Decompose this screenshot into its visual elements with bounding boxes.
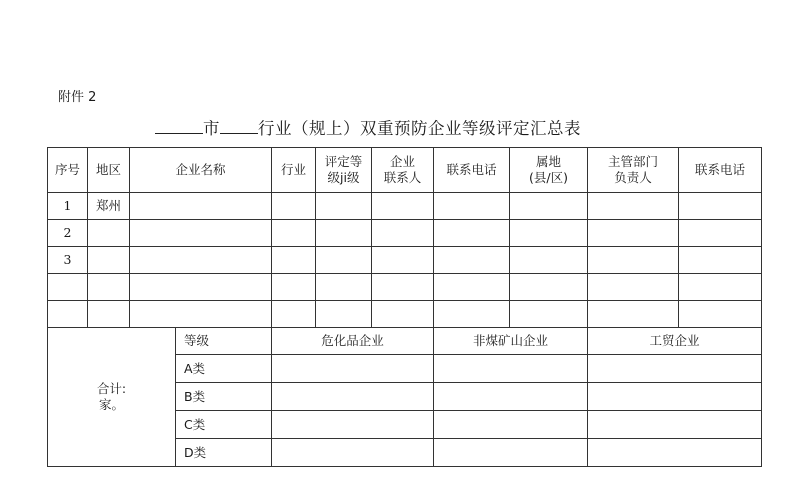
row-phone-cell[interactable] xyxy=(434,247,510,274)
summary-table xyxy=(47,147,762,467)
row-seq: 1 xyxy=(48,193,88,220)
row-phone2-cell[interactable] xyxy=(679,193,762,220)
row-industry-cell[interactable] xyxy=(272,220,316,247)
row-contact-cell[interactable] xyxy=(372,301,434,328)
row-region[interactable] xyxy=(88,274,130,301)
header-contact: 企业 联系人 xyxy=(372,148,434,193)
hazardous-count-cell[interactable] xyxy=(272,355,434,383)
row-company-cell[interactable] xyxy=(130,193,272,220)
trade-count-cell[interactable] xyxy=(588,439,762,467)
row-contact-cell[interactable] xyxy=(372,193,434,220)
header-company-name: 企业名称 xyxy=(130,148,272,193)
header-phone-2: 联系电话 xyxy=(679,148,762,193)
row-dept-cell[interactable] xyxy=(588,193,679,220)
grade-label: B类 xyxy=(176,383,272,411)
row-phone2-cell[interactable] xyxy=(679,247,762,274)
attachment-label: 附件 2 xyxy=(58,90,97,105)
table-row xyxy=(48,220,762,247)
nonmining-count-cell[interactable] xyxy=(434,411,588,439)
row-rating-cell[interactable] xyxy=(316,193,372,220)
row-industry-cell[interactable] xyxy=(272,301,316,328)
row-locality-cell[interactable] xyxy=(510,301,588,328)
hazardous-count-cell[interactable] xyxy=(272,439,434,467)
page-title xyxy=(155,115,581,139)
row-locality-cell[interactable] xyxy=(510,193,588,220)
nonmining-count-cell[interactable] xyxy=(434,383,588,411)
row-dept-cell[interactable] xyxy=(588,274,679,301)
row-region[interactable] xyxy=(88,247,130,274)
total-unit: 家。 xyxy=(98,397,124,412)
row-region[interactable] xyxy=(88,301,130,328)
total-cell xyxy=(48,328,176,467)
row-phone-cell[interactable] xyxy=(434,274,510,301)
row-contact-cell[interactable] xyxy=(372,220,434,247)
trade-count-cell[interactable] xyxy=(588,355,762,383)
row-industry-cell[interactable] xyxy=(272,247,316,274)
industry-blank[interactable] xyxy=(220,119,258,134)
row-rating-cell[interactable] xyxy=(316,247,372,274)
row-rating-cell[interactable] xyxy=(316,274,372,301)
header-industry: 行业 xyxy=(272,148,316,193)
col-industry-trade: 工贸企业 xyxy=(588,328,762,355)
row-locality-cell[interactable] xyxy=(510,274,588,301)
grade-label: C类 xyxy=(176,411,272,439)
row-phone-cell[interactable] xyxy=(434,193,510,220)
table-row xyxy=(48,274,762,301)
nonmining-count-cell[interactable] xyxy=(434,439,588,467)
grade-header-row xyxy=(48,328,762,355)
header-row xyxy=(48,148,762,193)
row-phone2-cell[interactable] xyxy=(679,220,762,247)
row-phone2-cell[interactable] xyxy=(679,274,762,301)
row-dept-cell[interactable] xyxy=(588,247,679,274)
row-region[interactable] xyxy=(88,220,130,247)
row-rating-cell[interactable] xyxy=(316,220,372,247)
trade-count-cell[interactable] xyxy=(588,383,762,411)
title-city: 市 xyxy=(203,119,220,138)
row-seq: 2 xyxy=(48,220,88,247)
header-locality: 属地 (县/区) xyxy=(510,148,588,193)
table-row xyxy=(48,301,762,328)
col-non-coal-mines: 非煤矿山企业 xyxy=(434,328,588,355)
row-rating-cell[interactable] xyxy=(316,301,372,328)
row-contact-cell[interactable] xyxy=(372,247,434,274)
row-seq xyxy=(48,274,88,301)
row-contact-cell[interactable] xyxy=(372,274,434,301)
row-locality-cell[interactable] xyxy=(510,247,588,274)
title-rest: 行业（规上）双重预防企业等级评定汇总表 xyxy=(258,119,581,138)
row-seq: 3 xyxy=(48,247,88,274)
row-company-cell[interactable] xyxy=(130,247,272,274)
grade-label: D类 xyxy=(176,439,272,467)
nonmining-count-cell[interactable] xyxy=(434,355,588,383)
row-industry-cell[interactable] xyxy=(272,274,316,301)
row-company-cell[interactable] xyxy=(130,220,272,247)
header-dept-head: 主管部门 负责人 xyxy=(588,148,679,193)
trade-count-cell[interactable] xyxy=(588,411,762,439)
row-seq xyxy=(48,301,88,328)
row-phone2-cell[interactable] xyxy=(679,301,762,328)
row-region[interactable]: 郑州 xyxy=(88,193,130,220)
hazardous-count-cell[interactable] xyxy=(272,383,434,411)
hazardous-count-cell[interactable] xyxy=(272,411,434,439)
row-dept-cell[interactable] xyxy=(588,301,679,328)
grade-header: 等级 xyxy=(176,328,272,355)
grade-label: A类 xyxy=(176,355,272,383)
row-locality-cell[interactable] xyxy=(510,220,588,247)
city-blank[interactable] xyxy=(155,119,203,134)
row-industry-cell[interactable] xyxy=(272,193,316,220)
header-region: 地区 xyxy=(88,148,130,193)
row-phone-cell[interactable] xyxy=(434,301,510,328)
col-hazardous-chemicals: 危化品企业 xyxy=(272,328,434,355)
row-company-cell[interactable] xyxy=(130,274,272,301)
table-row xyxy=(48,193,762,220)
header-phone: 联系电话 xyxy=(434,148,510,193)
total-label: 合计: xyxy=(96,381,127,396)
header-seq: 序号 xyxy=(48,148,88,193)
row-phone-cell[interactable] xyxy=(434,220,510,247)
row-dept-cell[interactable] xyxy=(588,220,679,247)
header-rating: 评定等 级ji级 xyxy=(316,148,372,193)
table-row xyxy=(48,247,762,274)
row-company-cell[interactable] xyxy=(130,301,272,328)
